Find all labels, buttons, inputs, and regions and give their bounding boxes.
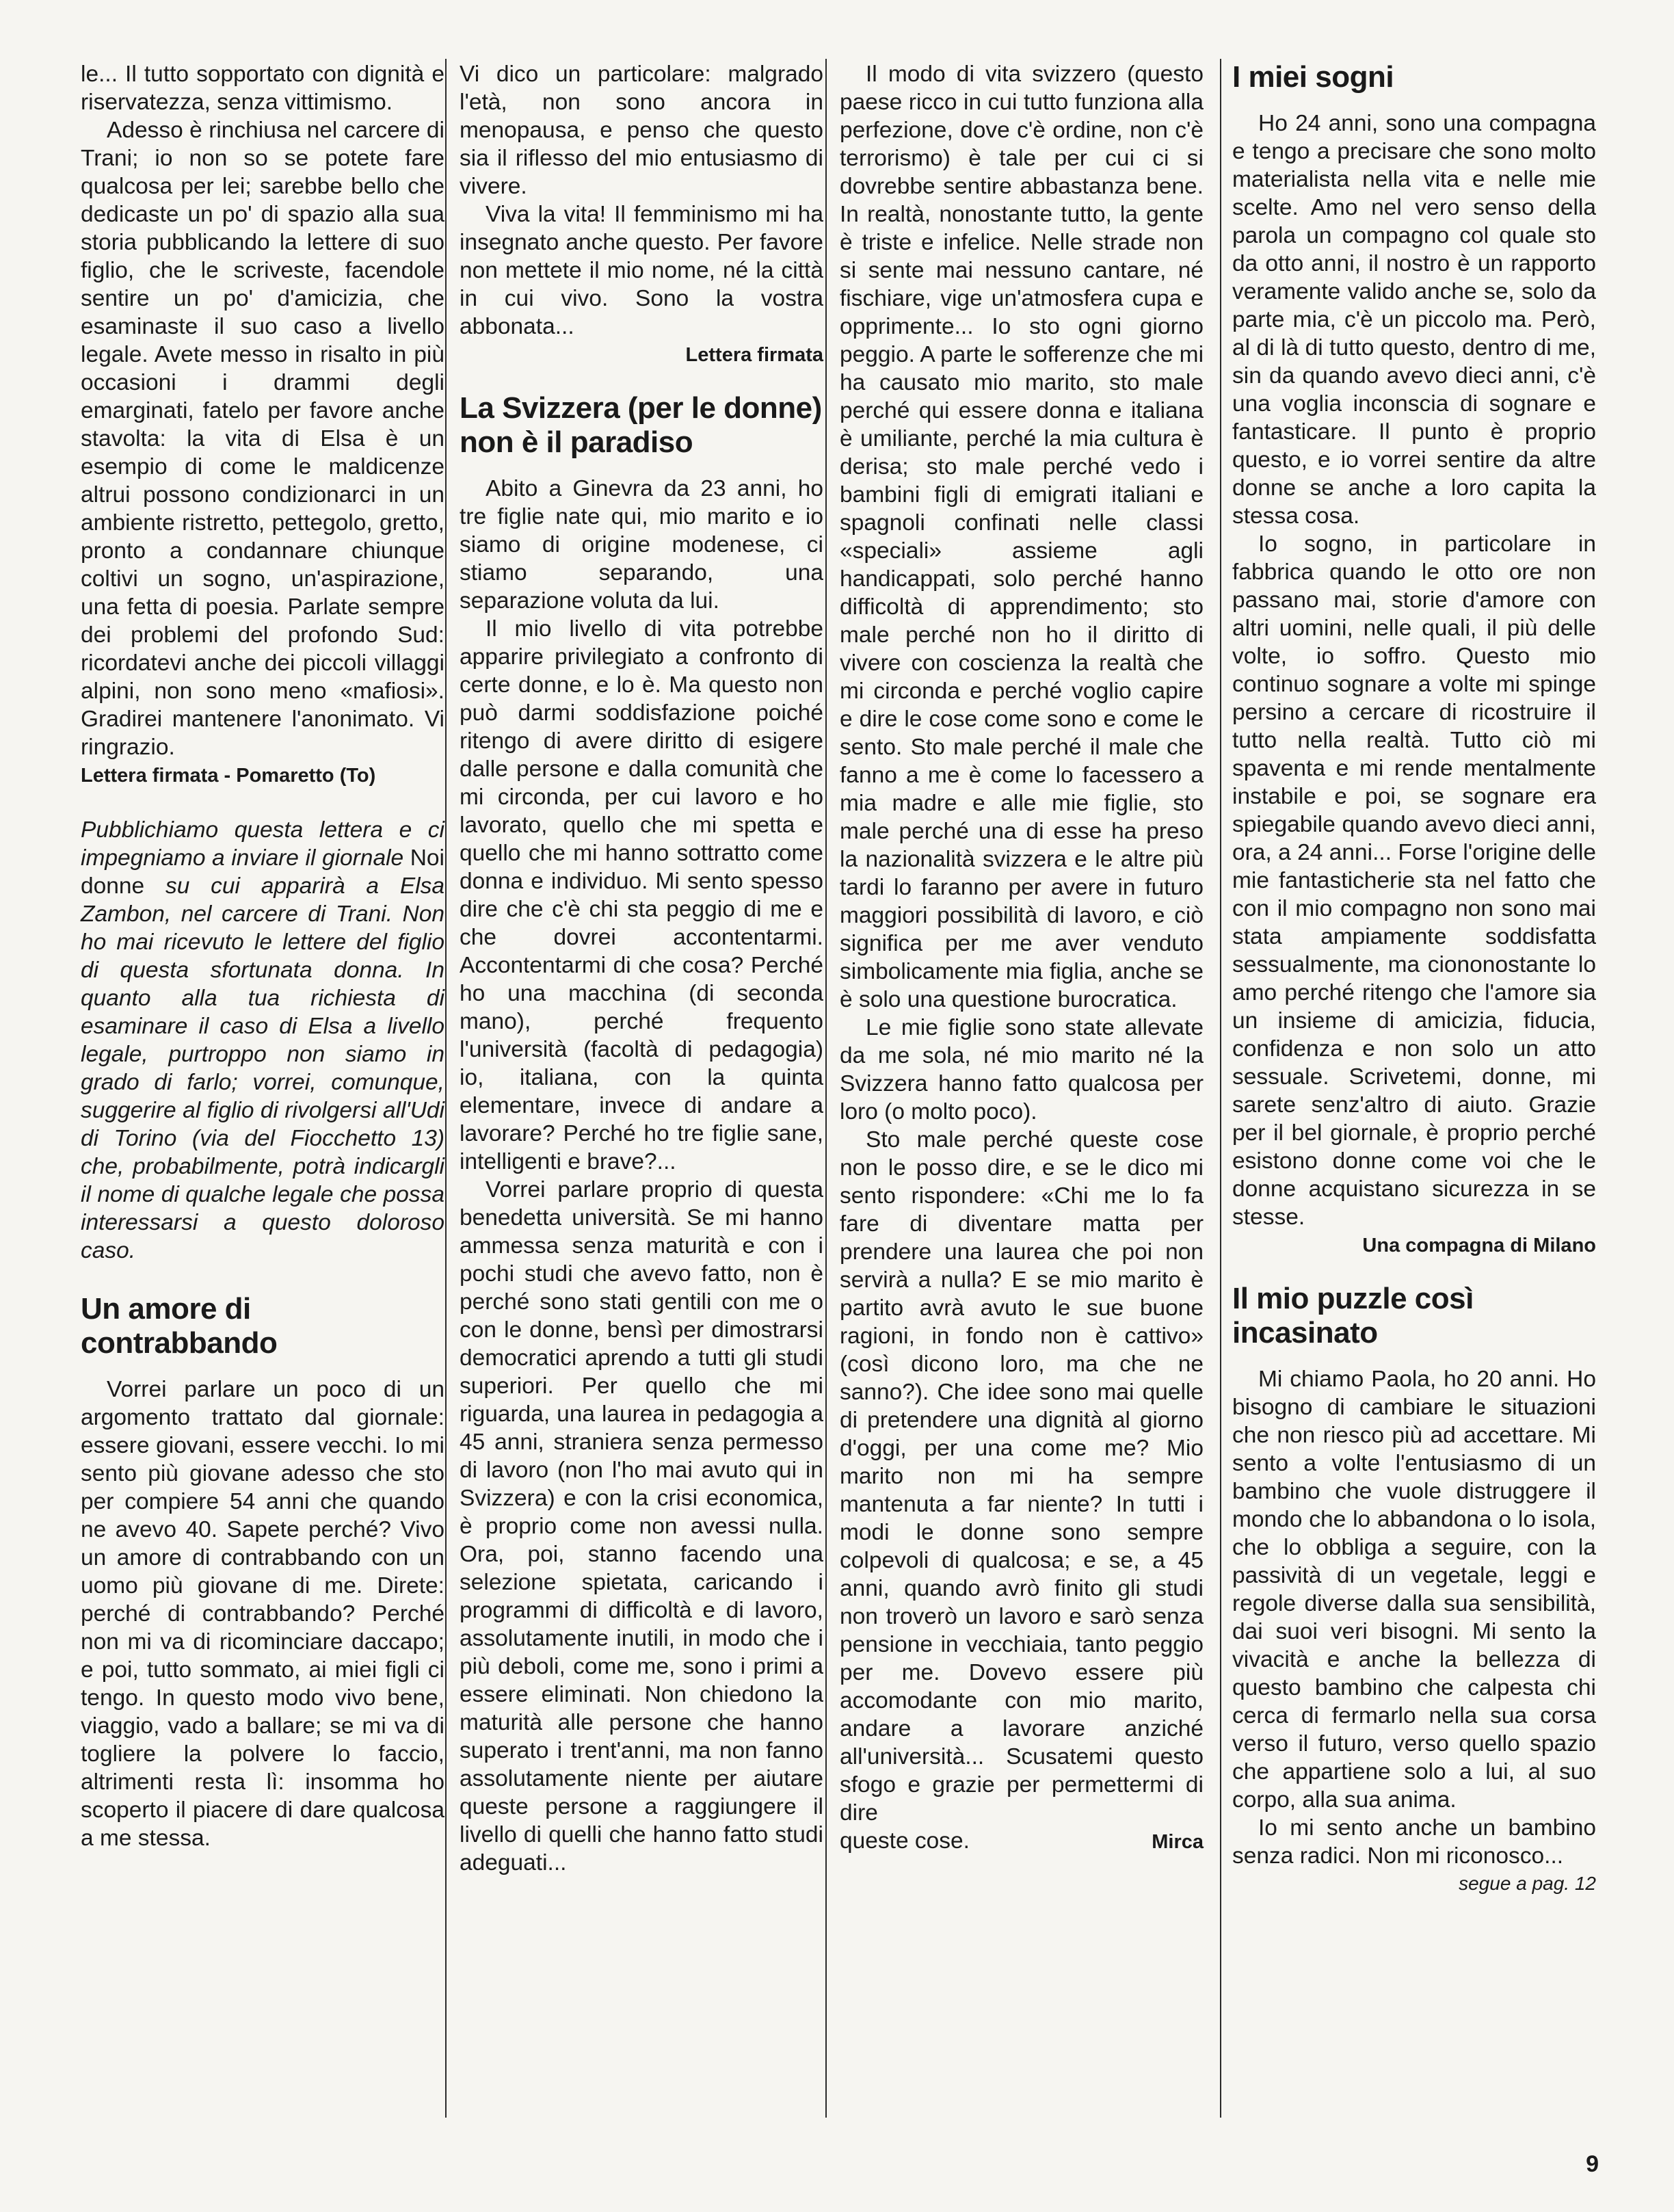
paragraph: Il mio livello di vita potrebbe apparire privilegiato a confronto di certe donne, e lo è. Ma questo non può darmi soddisfazione poiché ritengo di avere diritto di esigere dalle persone e dalla comunità che mi circonda, per cui lavoro e ho lavorato, quello che mi spetta e quello che mi hanno sottratto come donna e individuo. Mi sento spesso dire che c'è chi sta peggio di me e che dovrei accontentarmi. Accontentarmi di che cosa? Perché ho una macchina (di seconda mano), perché frequento l'università (facoltà di pedagogia) io, italiana, con la quinta elementare, invece di andare a lavorare? Perché ho tre figlie sane, intelligenti e brave?... (460, 616, 823, 1174)
letter-signature: Lettera firmata - Pomaretto (To) (81, 765, 376, 787)
continued-note: segue a pag. 12 (1459, 1873, 1596, 1894)
paragraph: le... Il tutto sopportato con dignità e riservatezza, senza vittimismo. (81, 62, 444, 115)
section-heading: I miei sogni (1232, 60, 1394, 94)
letter-signature: Mirca (1152, 1831, 1204, 1853)
paragraph: Viva la vita! Il femminismo mi ha insegnato anche questo. Per favore non mettete il mio nome, né la città in cui vivo. Sono la vostra abbonata... (460, 202, 823, 339)
paragraph: Le mie figlie sono state allevate da me sola, né mio marito né la Svizzera hanno fatto qualcosa per loro (o molto poco). (840, 1015, 1204, 1124)
section-heading: La Svizzera (per le donne) non è il paradiso (460, 391, 822, 459)
paragraph: Io sogno, in particolare in fabbrica quando le otto ore non passano mai, storie d'amore con altri uomini, nelle quali, il più delle volte, io soffro. Questo mio continuo sognare a volte mi spinge persino a cercare di ricostruire il tutto nella realtà. Tutto ciò mi spaventa e mi rende mentalmente instabile e poi, se sognare era spiegabile quando avevo dieci anni, ora, a 24 anni... Forse l'origine delle mie fantasticherie sta nel fatto che con il mio compagno non sono mai stata ampiamente soddisfatta sessualmente, ma ciononostante lo amo perché ritengo che l'amore sia un insieme di amicizia, fiducia, confidenza e non solo un atto sessuale. Scrivetemi, donne, mi sarete senz'altro di aiuto. Grazie per il bel giornale, è proprio perché esistono donne come voi che le donne acquistano sicurezza in se stesse. (1232, 531, 1596, 1230)
column-4 (1232, 60, 1596, 1896)
column-2 (460, 60, 823, 1877)
letter-signature: Lettera firmata (685, 344, 823, 366)
paragraph: Abito a Ginevra da 23 anni, ho tre figlie nate qui, mio marito e io siamo di origine modenese, ci stiamo separando, una separazione voluta da lui. (460, 476, 823, 614)
column-rule (1220, 59, 1221, 2118)
editorial-reply: Pubblichiamo questa lettera e ci impegniamo a inviare il giornale Noi donne su cui apparirà a Elsa Zambon, nel carcere di Trani. Non ho mai ricevuto le lettere del figlio di questa sfortunata donna. In quanto alla tua richiesta di esaminare il caso di Elsa a livello legale, purtroppo non siamo in grado di farlo; vorrei, comunque, suggerire al figlio di rivolgersi all'Udi di Torino (via del Fiocchetto 13) che, probabilmente, potrà indicargli il nome di qualche legale che possa interessarsi a questo doloroso caso. (81, 817, 444, 1263)
column-1 (81, 60, 444, 1852)
page-number: 9 (1586, 2151, 1599, 2177)
paragraph: Il modo di vita svizzero (questo paese ricco in cui tutto funziona alla perfezione, dove c'è ordine, non c'è terrorismo) è tale per cui ci si dovrebbe sentire abbastanza bene. In realtà, nonostante tutto, la gente è triste e infelice. Nelle strade non si sente mai nessuno cantare, né fischiare, vige un'atmosfera cupa e opprimente... Io sto ogni giorno peggio. A parte le sofferenze che mi ha causato mio marito, sto male perché qui essere donna e italiana è umiliante, perché la mia cultura è derisa; sto male perché vedo i bambini figli di emigrati italiani e spagnoli confinati nelle classi «speciali» assieme agli handicappati, solo perché hanno difficoltà di apprendimento; sto male perché non ho il diritto di vivere con coscienza la realtà che mi circonda e perché voglio capire e dire le cose come sono e come le sento. Sto male perché il male che fanno a me è come lo facessero a mia madre e alle mie figlie, sto male perché una di esse ha preso la nazionalità svizzera e le altre più tardi lo faranno per avere in futuro maggiori possibilità di lavoro, e ciò significa per me aver venduto simbolicamente mia figlia, anche se è solo una questione burocratica. (840, 62, 1204, 1012)
magazine-name: Noi donne (81, 845, 444, 899)
column-rule (445, 59, 447, 2118)
closing-line (840, 1827, 1204, 1860)
letter-signature: Una compagna di Milano (1362, 1235, 1596, 1256)
paragraph: Vorrei parlare un poco di un argomento trattato dal giornale: essere giovani, essere vecchi. Io mi sento più giovane adesso che sto per compiere 54 anni che quando ne avevo 40. Sapete perché? Vivo un amore di contrabbando con un uomo più giovane di me. Direte: perché di contrabbando? Perché non mi va di ricominciare daccapo; e poi, tutto sommato, ai miei figli ci tengo. In questo modo vivo bene, viaggio, vado a ballare; se mi va di togliere la polvere lo faccio, altrimenti resta lì: insomma ho scoperto il piacere di dare qualcosa a me stessa. (81, 1377, 444, 1851)
paragraph: Vorrei parlare proprio di questa benedetta università. Se mi hanno ammessa senza maturità e con i pochi studi che avevo fatto, non è perché sono stati gentili con me o con le donne, bensì per dimostrarsi democratici aprendo a tutti gli studi superiori. Per quello che mi riguarda, una laurea in pedagogia a 45 anni, straniera senza permesso di lavoro (non l'ho mai avuto qui in Svizzera) e con la crisi economica, è proprio come non avessi nulla. Ora, poi, stanno facendo una selezione spietata, caricando i programmi di difficoltà e di lavoro, assolutamente inutili, in modo che i più deboli, come me, sono i primi a essere eliminati. Non chiedono la maturità alle persone che hanno superato i trent'anni, ma non fanno assolutamente niente per aiutare queste persone a raggiungere il livello di quelli che hanno fatto studi adeguati... (460, 1177, 823, 1875)
paragraph: Mi chiamo Paola, ho 20 anni. Ho bisogno di cambiare le situazioni che non riesco più ad accettare. Mi sento a volte l'entusiasmo di un bambino che vuole distruggere il mondo che lo abbandona o lo isola, che lo obbliga a seguire, con la passività di un vegetale, leggi e regole diverse dalla sua sensibilità, dai suoi veri bisogni. Mi sento la vivacità e anche la bellezza di questo bambino che calpesta chi cerca di fermarlo nella sua corsa verso il futuro, verso quello spazio che appartiene solo a lui, al suo corpo, alla sua anima. (1232, 1367, 1596, 1813)
column-3 (840, 60, 1204, 1860)
paragraph-end: queste cose. (840, 1828, 970, 1854)
paragraph: Ho 24 anni, sono una compagna e tengo a precisare che sono molto materialista nella vita e nelle mie scelte. Amo nel vero senso della parola un compagno col quale sto da otto anni, il nostro è un rapporto veramente valido anche se, solo da parte mia, c'è un piccolo ma. Però, al di là di tutto questo, dentro di me, sin da quando avevo dieci anni, c'è una voglia inconscia di sognare e fantasticare. Il punto è proprio questo, e io vorrei sentire da altre donne se anche a loro capita la stessa cosa. (1232, 111, 1596, 529)
section-heading: Un amore di contrabbando (81, 1292, 278, 1360)
section-heading: Il mio puzzle così incasinato (1232, 1282, 1474, 1349)
paragraph: Sto male perché queste cose non le posso dire, e se le dico mi sento rispondere: «Chi me lo fa fare di diventare matta per prendere una laurea che poi non servirà a nulla? E se mio marito è partito avrà avuto le sue buone ragioni, in fondo non è cattivo» (così dicono loro, ma che ne sanno?). Che idee sono mai quelle di pretendere una dignità al giorno d'oggi, per una come me? Mio marito non mi ha sempre mantenuta a far niente? In tutti i modi le donne sono sempre colpevoli di qualcosa; e se, a 45 anni, quando avrò finito gli studi non troverò un lavoro e sarò senza pensione in vecchiaia, tanto peggio per me. Dovevo essere più accomodante con mio marito, andare a lavorare anziché all'università... Scusatemi questo sfogo e grazie per permettermi di dire (840, 1127, 1204, 1826)
paragraph: Adesso è rinchiusa nel carcere di Trani; io non so se potete fare qualcosa per lei; sarebbe bello che dedicaste un po' di spazio alla sua storia pubblicando la lettere di suo figlio, che le scriveste, facendole sentire un po' d'amicizia, che esaminaste il suo caso a livello legale. Avete messo in risalto in più occasioni i drammi degli emarginati, fatelo per favore anche stavolta: la vita di Elsa è un esempio di come le maldicenze altrui possono condizionarci in un ambiente ristretto, pettegolo, gretto, pronto a condannare chiunque coltivi un sogno, un'aspirazione, una fetta di poesia. Parlate sempre dei problemi del profondo Sud: ricordatevi anche dei piccoli villaggi alpini, non sono meno «mafiosi». Gradirei mantenere l'anonimato. Vi ringrazio. (81, 118, 444, 760)
paragraph: Io mi sento anche un bambino senza radici. Non mi riconosco... (1232, 1815, 1596, 1869)
paragraph: Vi dico un particolare: malgrado l'età, non sono ancora in menopausa, e penso che questo sia il riflesso del mio entusiasmo di vivere. (460, 62, 823, 199)
column-rule (825, 59, 827, 2118)
